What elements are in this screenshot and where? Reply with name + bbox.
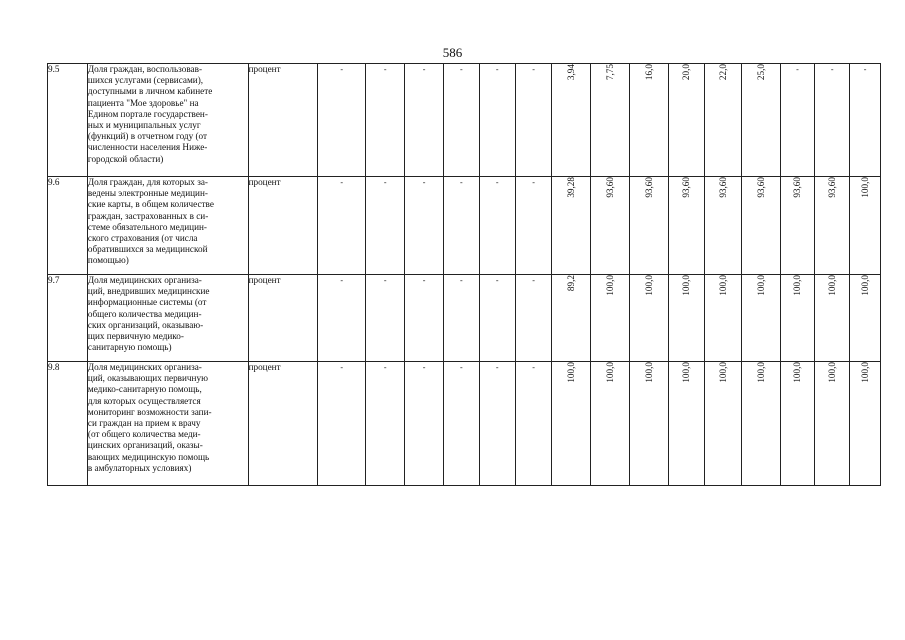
value-text: 16,0: [644, 64, 655, 81]
value-text: 100,0: [860, 177, 871, 198]
value-cell: [669, 275, 705, 362]
value-text: 100,0: [792, 362, 803, 383]
value-text: -: [383, 178, 387, 187]
value-text: -: [495, 178, 499, 187]
value-text: -: [460, 276, 463, 285]
value-text: -: [532, 276, 535, 285]
unit-of-measure: процент: [248, 362, 318, 486]
table-row: [48, 362, 881, 486]
page-number: 586: [442, 45, 463, 60]
row-number: 9.5: [48, 64, 88, 177]
value-cell: [366, 362, 405, 486]
value-text: 39,28: [566, 177, 577, 198]
value-text: 100,0: [827, 275, 838, 296]
value-text: 93,60: [605, 177, 616, 198]
value-cell: [318, 177, 366, 275]
value-text: -: [340, 363, 344, 372]
value-cell: [515, 362, 552, 486]
value-cell: [591, 64, 630, 177]
value-cell: [850, 275, 881, 362]
value-text: 93,60: [792, 177, 803, 198]
value-cell: [741, 275, 780, 362]
value-text: 100,0: [605, 362, 616, 383]
value-text: 20,0: [681, 64, 692, 81]
value-text: 100,0: [755, 362, 766, 383]
row-number: 9.6: [48, 177, 88, 275]
value-cell: [515, 64, 552, 177]
value-text: 89,2: [566, 275, 577, 292]
value-text: -: [532, 363, 535, 372]
value-cell: [443, 362, 479, 486]
value-cell: [443, 275, 479, 362]
value-cell: [479, 275, 515, 362]
value-cell: [443, 64, 479, 177]
value-text: -: [422, 65, 426, 74]
value-text: 100,0: [605, 275, 616, 296]
value-text: -: [532, 65, 535, 74]
value-cell: [669, 362, 705, 486]
value-cell: [741, 177, 780, 275]
value-cell: [850, 177, 881, 275]
value-cell: [366, 177, 405, 275]
value-cell: [318, 64, 366, 177]
value-cell: [630, 177, 669, 275]
indicator-name: Доля граждан, для которых за- ведены электронные медицин- ские карты, в общем количестве граждан, застрахованных в си- стеме обязательного медицин- ского страхования (от числа обратившихся за медицинской помощью): [87, 177, 248, 275]
unit-of-measure: процент: [248, 177, 318, 275]
value-text: 100,0: [792, 275, 803, 296]
value-text: -: [383, 276, 387, 285]
value-cell: [704, 64, 741, 177]
value-cell: [479, 362, 515, 486]
value-cell: [669, 177, 705, 275]
value-text: -: [340, 178, 344, 187]
value-cell: [591, 177, 630, 275]
value-cell: [318, 275, 366, 362]
value-cell: [704, 177, 741, 275]
value-cell: [780, 362, 815, 486]
value-text: -: [340, 276, 344, 285]
value-text: 100,0: [860, 362, 871, 383]
value-text: -: [422, 276, 426, 285]
value-text: -: [460, 363, 463, 372]
value-cell: [630, 362, 669, 486]
value-cell: [405, 362, 444, 486]
value-text: 100,0: [717, 362, 728, 383]
value-cell: [405, 177, 444, 275]
value-cell: [850, 362, 881, 486]
value-text: 100,0: [827, 362, 838, 383]
value-text: 93,60: [755, 177, 766, 198]
value-text: 22,0: [717, 64, 728, 81]
value-cell: [366, 275, 405, 362]
value-cell: [815, 362, 850, 486]
value-cell: [552, 64, 591, 177]
table-row: [48, 64, 881, 177]
value-text: -: [460, 178, 463, 187]
indicator-name: Доля медицинских организа- ций, оказывающих первичную медико-санитарную помощь, для которых осуществляется мониторинг возможности запи- си граждан на прием к врачу (от общего количества меди- цинских организаций, оказы- вающих медицинскую помощь в амбулаторных условиях): [87, 362, 248, 486]
value-cell: [630, 275, 669, 362]
value-cell: [780, 275, 815, 362]
value-text: 100,0: [566, 362, 577, 383]
table-row: [48, 177, 881, 275]
value-cell: [815, 177, 850, 275]
value-cell: [741, 362, 780, 486]
value-text: 93,60: [644, 177, 655, 198]
value-cell: [741, 64, 780, 177]
value-text: 100,0: [860, 275, 871, 296]
value-text: 93,60: [827, 177, 838, 198]
indicator-name: Доля медицинских организа- ций, внедривших медицинские информационные системы (от общего количества медицин- ских организаций, оказываю- щих первичную медико- санитарную помощь): [87, 275, 248, 362]
unit-of-measure: процент: [248, 64, 318, 177]
value-cell: [479, 177, 515, 275]
value-text: -: [422, 178, 426, 187]
value-text: 100,0: [644, 362, 655, 383]
value-cell: [815, 64, 850, 177]
value-text: -: [495, 363, 499, 372]
value-cell: [630, 64, 669, 177]
value-cell: [405, 275, 444, 362]
value-cell: [704, 275, 741, 362]
value-cell: [552, 362, 591, 486]
value-cell: [850, 64, 881, 177]
value-text: 3,94: [566, 64, 577, 81]
indicators-table: [47, 63, 881, 486]
value-text: -: [830, 65, 834, 74]
value-cell: [552, 275, 591, 362]
value-text: 25,0: [755, 64, 766, 81]
unit-of-measure: процент: [248, 275, 318, 362]
value-cell: [405, 64, 444, 177]
value-cell: [780, 177, 815, 275]
value-text: -: [863, 65, 867, 74]
value-cell: [318, 362, 366, 486]
value-text: 93,60: [717, 177, 728, 198]
value-text: -: [495, 276, 499, 285]
value-cell: [704, 362, 741, 486]
row-number: 9.8: [48, 362, 88, 486]
value-cell: [815, 275, 850, 362]
row-number: 9.7: [48, 275, 88, 362]
value-cell: [515, 177, 552, 275]
value-text: 100,0: [681, 275, 692, 296]
value-cell: [366, 64, 405, 177]
value-text: -: [532, 178, 535, 187]
value-text: 7,75: [605, 64, 616, 81]
value-text: 100,0: [717, 275, 728, 296]
value-cell: [515, 275, 552, 362]
value-cell: [552, 177, 591, 275]
value-text: 93,60: [681, 177, 692, 198]
indicator-name: Доля граждан, воспользовав- шихся услугами (сервисами), доступными в личном кабинете пациента "Мое здоровье" на Едином портале государствен- ных и муниципальных услуг (функций) в отчетном году (от численности населения Ниже- городской области): [87, 64, 248, 177]
value-text: -: [796, 65, 799, 74]
value-text: -: [383, 363, 387, 372]
value-cell: [443, 177, 479, 275]
value-text: -: [340, 65, 344, 74]
value-cell: [591, 362, 630, 486]
value-text: 100,0: [681, 362, 692, 383]
value-cell: [479, 64, 515, 177]
value-text: -: [460, 65, 463, 74]
value-text: 100,0: [755, 275, 766, 296]
value-cell: [780, 64, 815, 177]
value-text: -: [383, 65, 387, 74]
value-cell: [591, 275, 630, 362]
value-text: 100,0: [644, 275, 655, 296]
table-row: [48, 275, 881, 362]
value-cell: [669, 64, 705, 177]
value-text: -: [422, 363, 426, 372]
value-text: -: [495, 65, 499, 74]
